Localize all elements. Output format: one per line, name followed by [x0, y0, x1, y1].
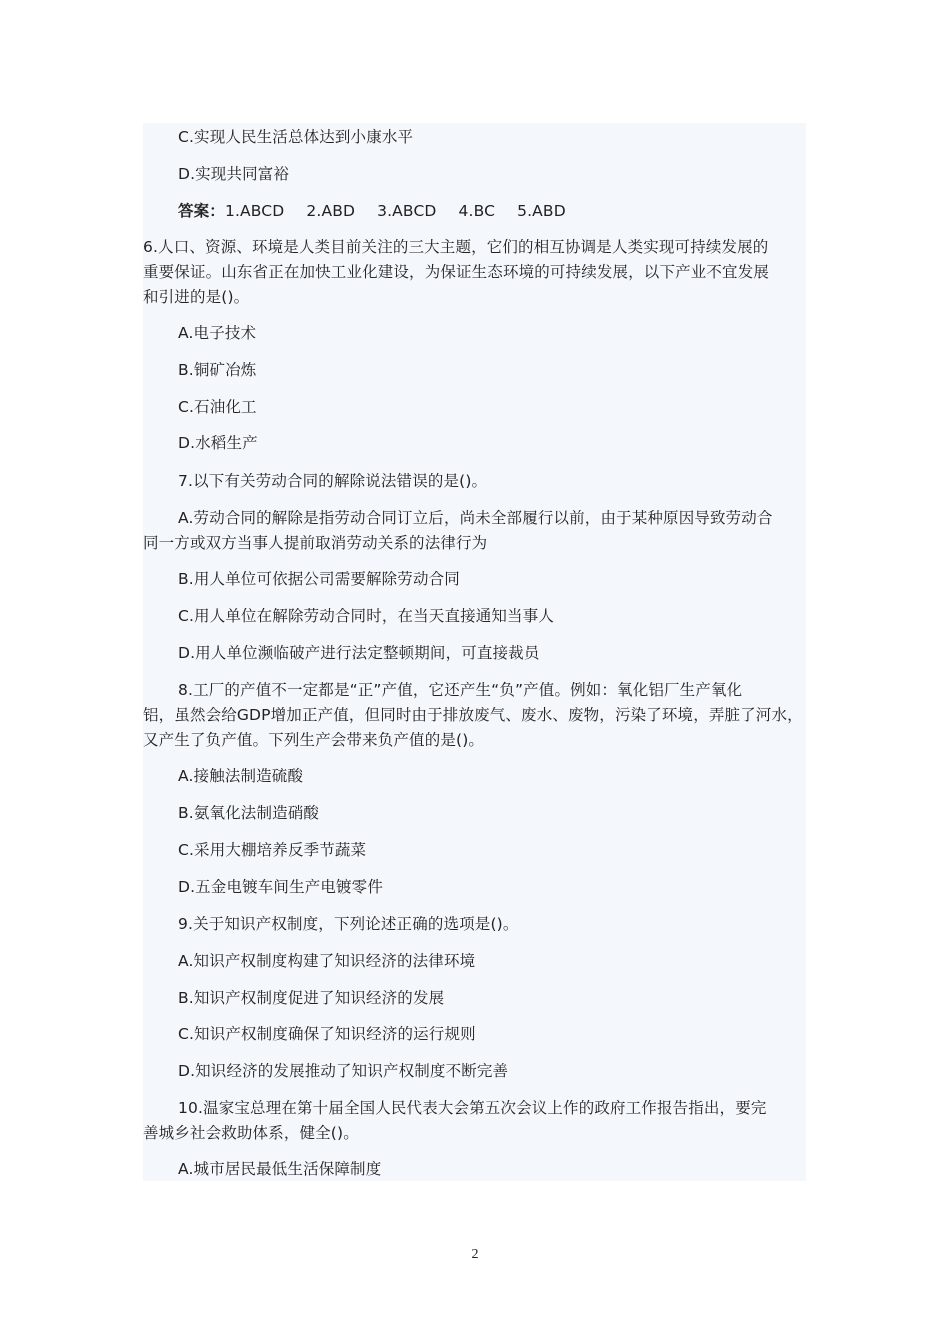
q8-option-a: A.接触法制造硫酸 [178, 767, 304, 785]
q7-question: 7.以下有关劳动合同的解除说法错误的是()。 [178, 472, 488, 490]
q8-option-c: C.采用大棚培养反季节蔬菜 [178, 841, 367, 859]
q7-option-a-line-2: 同一方或双方当事人提前取消劳动关系的法律行为 [143, 534, 488, 552]
q5-option-d: D.实现共同富裕 [178, 165, 290, 183]
q5-option-c: C.实现人民生活总体达到小康水平 [178, 128, 414, 146]
q7-option-d: D.用人单位濒临破产进行法定整顿期间，可直接裁员 [178, 644, 540, 662]
answer-item-5: 5.ABD [517, 202, 566, 220]
q10-option-a: A.城市居民最低生活保障制度 [178, 1160, 382, 1178]
q6-question-line-1: 6.人口、资源、环境是人类目前关注的三大主题，它们的相互协调是人类实现可持续发展的 [143, 238, 769, 256]
q9-option-a: A.知识产权制度构建了知识经济的法律环境 [178, 952, 476, 970]
answer-item-1: 1.ABCD [224, 202, 285, 220]
q9-option-d: D.知识经济的发展推动了知识产权制度不断完善 [178, 1062, 509, 1080]
q7-option-c: C.用人单位在解除劳动合同时，在当天直接通知当事人 [178, 607, 555, 625]
q9-option-c: C.知识产权制度确保了知识经济的运行规则 [178, 1025, 476, 1043]
q8-option-b: B.氨氧化法制造硝酸 [178, 804, 320, 822]
q9-question: 9.关于知识产权制度，下列论述正确的选项是()。 [178, 915, 519, 933]
q6-question-line-2: 重要保证。山东省正在加快工业化建设，为保证生态环境的可持续发展，以下产业不宜发展 [143, 263, 770, 281]
answer-item-4: 4.BC [458, 202, 496, 220]
q6-option-a: A.电子技术 [178, 324, 257, 342]
q6-option-b: B.铜矿冶炼 [178, 361, 257, 379]
q6-option-c: C.石油化工 [178, 398, 257, 416]
q8-question-line-2: 铝，虽然会给GDP增加正产值，但同时由于排放废气、废水、废物，污染了环境，弄脏了河水， [143, 706, 803, 724]
answer-label: 答案： [178, 202, 225, 220]
q7-option-b: B.用人单位可依据公司需要解除劳动合同 [178, 570, 460, 588]
answer-key-line [178, 199, 848, 224]
q10-question-line-2: 善城乡社会救助体系，健全()。 [143, 1124, 359, 1142]
q8-question-line-1: 8.工厂的产值不一定都是“正”产值，它还产生“负”产值。例如：氧化铝厂生产氧化 [178, 681, 743, 699]
document-content-block [143, 123, 806, 1181]
page-number: 2 [471, 1247, 479, 1262]
q7-option-a-line-1: A.劳动合同的解除是指劳动合同订立后，尚未全部履行以前，由于某种原因导致劳动合 [178, 509, 773, 527]
q8-option-d: D.五金电镀车间生产电镀零件 [178, 878, 383, 896]
answer-item-3: 3.ABCD [377, 202, 437, 220]
q6-question-line-3: 和引进的是()。 [143, 288, 250, 306]
q9-option-b: B.知识产权制度促进了知识经济的发展 [178, 989, 445, 1007]
answer-item-2: 2.ABD [306, 202, 356, 220]
q6-option-d: D.水稻生产 [178, 434, 258, 452]
q8-question-line-3: 又产生了负产值。下列生产会带来负产值的是()。 [143, 731, 485, 749]
q10-question-line-1: 10.温家宝总理在第十届全国人民代表大会第五次会议上作的政府工作报告指出，要完 [178, 1099, 767, 1117]
